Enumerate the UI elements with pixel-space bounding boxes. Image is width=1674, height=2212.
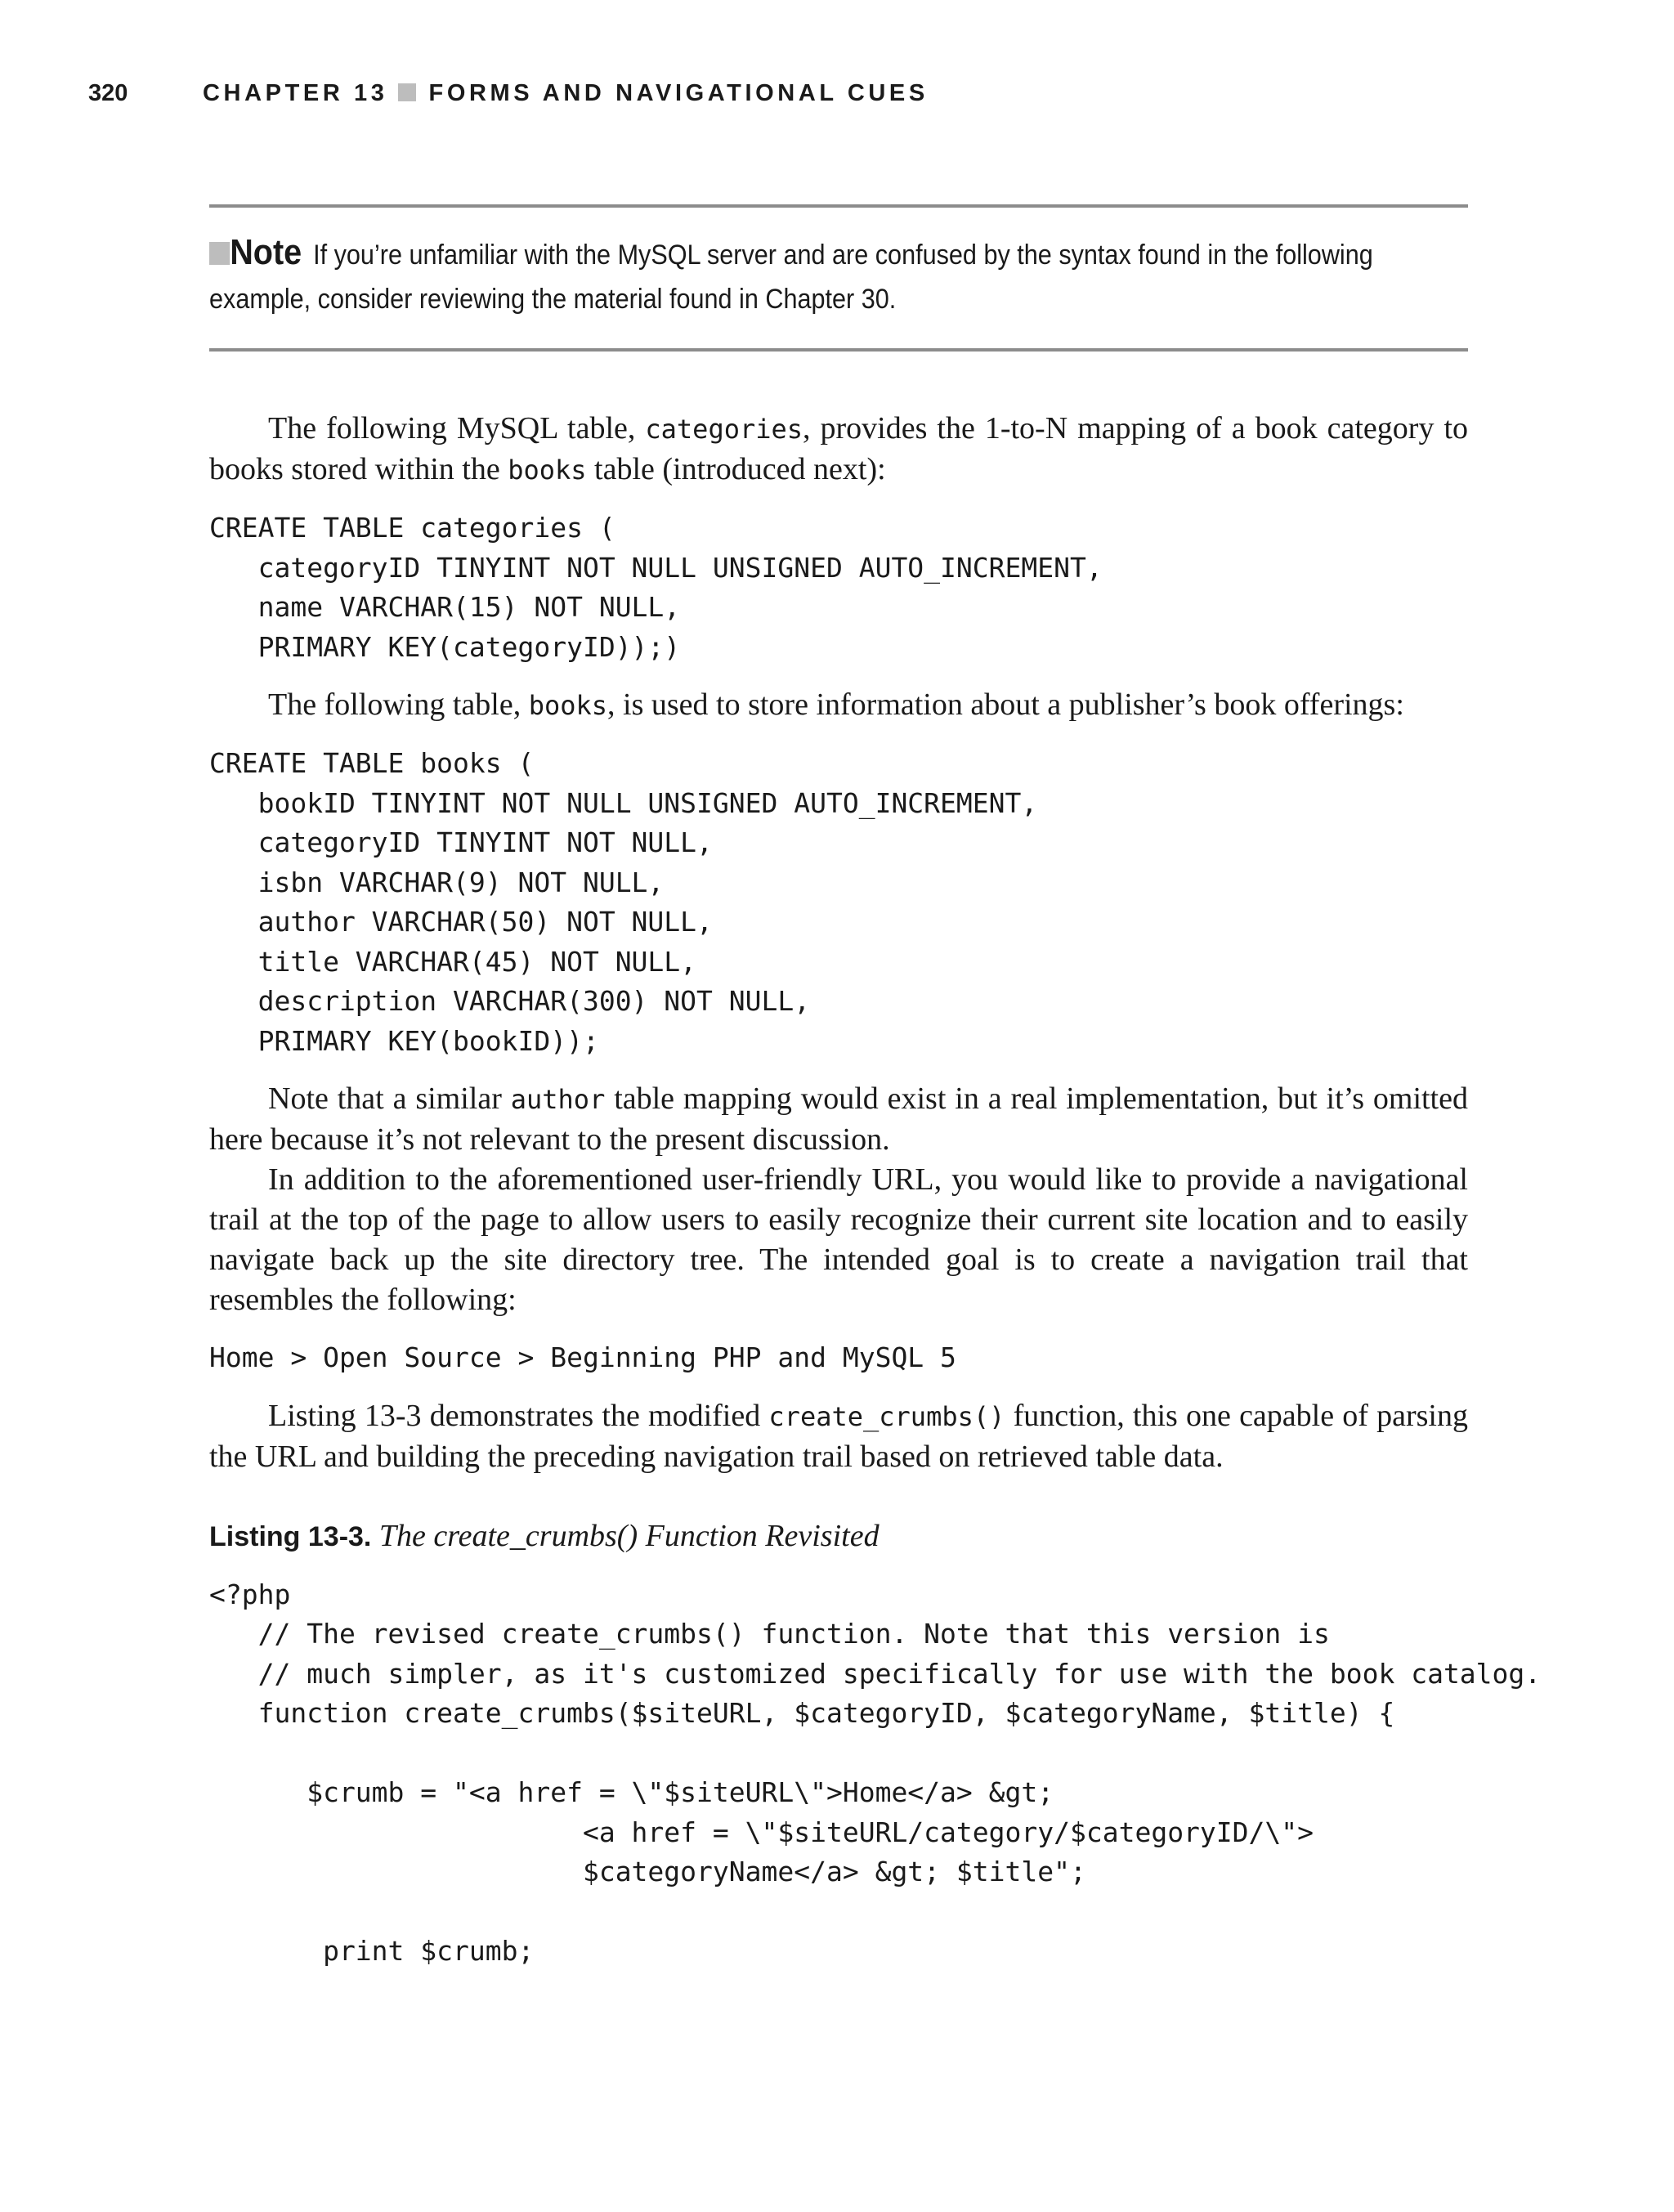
listing-label: Listing 13-3. xyxy=(209,1520,372,1552)
note-label: Note xyxy=(230,232,302,272)
section-title: FORMS AND NAVIGATIONAL CUES xyxy=(428,80,929,106)
code-block-categories: CREATE TABLE categories ( categoryID TINYINT NOT NULL UNSIGNED AUTO_INCREMENT, name VARCHAR(15) NOT NULL, PRIMARY KEY(categoryID));) xyxy=(209,512,1103,663)
paragraph-categories-intro xyxy=(209,409,1468,490)
inline-code: books xyxy=(528,690,608,721)
text-run: The following table, xyxy=(268,687,529,722)
text-run: Note that a similar xyxy=(268,1081,511,1116)
text-run: table (introduced next): xyxy=(586,452,886,486)
code-navigation-trail: Home > Open Source > Beginning PHP and MySQL 5 xyxy=(209,1341,956,1373)
page-number: 320 xyxy=(88,80,128,106)
note-body: If you’re unfamiliar with the MySQL server and are confused by the syntax found in the following example, consider reviewing the material found in Chapter 30. xyxy=(209,240,1373,315)
note-text xyxy=(209,231,1469,321)
paragraph-listing-intro xyxy=(209,1396,1468,1477)
inline-code: create_crumbs() xyxy=(768,1400,1005,1432)
running-head xyxy=(203,80,929,107)
chapter-label: CHAPTER 13 xyxy=(203,80,388,106)
text-run: function, this one capable of parsing the URL and building the preceding navigation trail based on retrieved table data. xyxy=(209,1398,1468,1474)
listing-title: The create_crumbs() Function Revisited xyxy=(378,1518,880,1553)
inline-code: categories xyxy=(645,414,803,445)
running-header xyxy=(88,80,1478,119)
inline-code: author xyxy=(510,1084,606,1115)
code-block-books: CREATE TABLE books ( bookID TINYINT NOT NULL UNSIGNED AUTO_INCREMENT, categoryID TINYINT NOT NULL, isbn VARCHAR(9) NOT NULL, author VARCHAR(50) NOT NULL, title VARCHAR(45) NOT NULL, description VARCHAR(300) NOT NULL, PRIMARY KEY(bookID)); xyxy=(209,747,1038,1057)
code-listing-13-3: <?php // The revised create_crumbs() function. Note that this version is // much simpler, as it's customized specifically for use with the book catalog. function create_crumbs($siteURL, $categoryID, $categoryName, $title) { $crumb = "<a href = \"$siteURL\">Home</a> &gt; <a href = \"$siteURL/category/$categoryID/\"> $categoryName</a> &gt; $title"; print $crumb; xyxy=(209,1578,1542,1967)
page-body xyxy=(209,409,1542,1972)
paragraph-navigation-trail: In addition to the aforementioned user-friendly URL, you would like to provide a navigational trail at the top of the page to allow users to easily recognize their current site location and to easily navigate back up the site directory tree. The intended goal is to create a navigation trail that resembles the following: xyxy=(209,1162,1468,1317)
separator-square-icon xyxy=(398,83,416,101)
note-box xyxy=(209,204,1468,352)
paragraph-books-intro xyxy=(209,685,1468,726)
inline-code: books xyxy=(508,454,587,486)
text-run: table mapping would exist in a real implementation, but it’s omitted here because it’s not relevant to the present discussion. xyxy=(209,1081,1468,1157)
paragraph-author-note xyxy=(209,1079,1468,1160)
text-run: , is used to store information about a publisher’s book offerings: xyxy=(607,687,1404,722)
text-run: Listing 13-3 demonstrates the modified xyxy=(268,1398,769,1433)
note-square-icon xyxy=(209,242,230,265)
listing-caption xyxy=(209,1516,1468,1557)
text-run: , provides the 1-to-N mapping of a book category to books stored within the xyxy=(209,411,1468,486)
text-run: The following MySQL table, xyxy=(268,411,646,446)
